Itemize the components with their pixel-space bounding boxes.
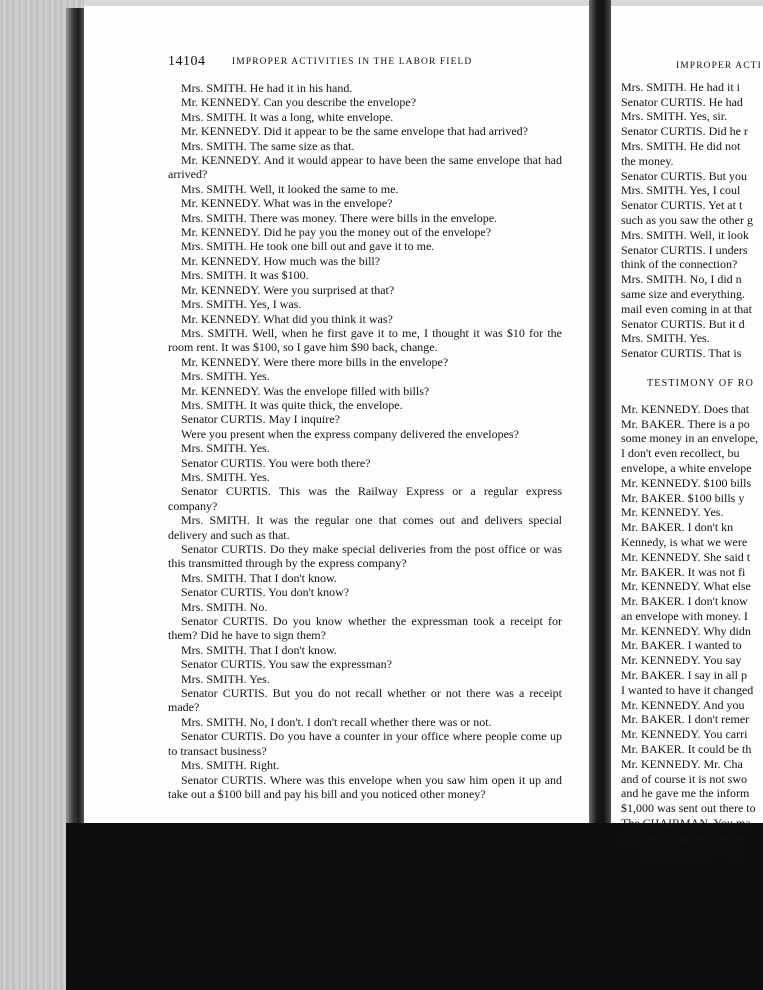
transcript-line: The CHAIRMAN. You ma bbox=[621, 816, 751, 831]
transcript-line: you have, and the telepho bbox=[621, 830, 744, 845]
transcript-line: some money in an envelope, bbox=[621, 431, 758, 446]
transcript-line: Mrs. SMITH. Well, it looked the same to me. bbox=[181, 181, 399, 196]
transcript-line: Mrs. SMITH. No, I don't. I don't recall whether there was or not. bbox=[181, 714, 492, 729]
transcript-line: Kennedy, is what we were bbox=[621, 534, 748, 549]
transcript-line: an envelope with money. I bbox=[621, 608, 748, 623]
transcript-line: Mrs. SMITH. There was money. There were bills in the envelope. bbox=[181, 210, 498, 225]
transcript-line: Mr. KENNEDY. Did it appear to be the same envelope that had arrived? bbox=[181, 124, 529, 139]
left-page-text bbox=[168, 81, 562, 801]
transcript-line: Senator CURTIS. You saw the expressman? bbox=[181, 657, 392, 672]
book-binding-shadow bbox=[66, 8, 84, 823]
transcript-line: Mr. BAKER. I don't know bbox=[621, 594, 748, 609]
transcript-line: Mrs. SMITH. Yes, I was. bbox=[181, 297, 302, 312]
transcript-line: Mr. BAKER. I don't kn bbox=[621, 520, 734, 535]
transcript-line: Senator CURTIS. This was the Railway Express or a regular express company? bbox=[168, 484, 562, 513]
transcript-line: Mr. KENNEDY. Did he pay you the money out of the envelope? bbox=[181, 225, 492, 240]
transcript-line: Senator CURTIS. That is bbox=[621, 346, 742, 361]
transcript-line: Mr. BAKER. There is a po bbox=[621, 416, 750, 431]
transcript-line: Mr. KENNEDY. How much was the bill? bbox=[181, 253, 381, 268]
transcript-line: Mrs. SMITH. No. bbox=[181, 599, 268, 614]
transcript-line: Senator CURTIS. He had bbox=[621, 94, 743, 109]
scan-bottom-left-edge bbox=[0, 823, 66, 990]
transcript-line: Mr. BAKER. I wanted to bbox=[621, 638, 742, 653]
transcript-line: Mrs. SMITH. That I don't know. bbox=[181, 570, 337, 585]
transcript-line: Mrs. SMITH. Yes. bbox=[621, 331, 710, 346]
transcript-line: Mr. BAKER. I don't remer bbox=[621, 712, 750, 727]
book-gutter-shadow bbox=[589, 0, 611, 825]
right-page-lines-b bbox=[621, 402, 763, 846]
transcript-line: Mr. BAKER. It could be th bbox=[621, 742, 752, 757]
transcript-line: the money. bbox=[621, 153, 674, 168]
transcript-line: Senator CURTIS. But you do not recall whether or not there was a receipt made? bbox=[168, 686, 562, 715]
transcript-line: Mrs. SMITH. No, I did n bbox=[621, 272, 742, 287]
transcript-line: Mrs. SMITH. He had it i bbox=[621, 79, 740, 94]
transcript-line: Mrs. SMITH. Yes. bbox=[181, 369, 270, 384]
transcript-line: Mrs. SMITH. He had it in his hand. bbox=[181, 81, 353, 95]
left-running-head bbox=[168, 56, 568, 70]
transcript-line: Mr. KENNEDY. Why didn bbox=[621, 623, 751, 638]
transcript-line: Mr. KENNEDY. What was in the envelope? bbox=[181, 196, 393, 211]
transcript-line: and of course it is not swo bbox=[621, 771, 747, 786]
transcript-line: Mr. KENNEDY. Were there more bills in the envelope? bbox=[181, 354, 449, 369]
transcript-line: Mr. BAKER. It was not fi bbox=[621, 564, 746, 579]
transcript-line: Mr. KENNEDY. Mr. Cha bbox=[621, 756, 743, 771]
transcript-line: such as you saw the other g bbox=[621, 212, 753, 227]
transcript-line: Mrs. SMITH. Well, it look bbox=[621, 227, 749, 242]
transcript-line: Mrs. SMITH. The same size as that. bbox=[181, 138, 355, 153]
transcript-line: Mr. KENNEDY. You carri bbox=[621, 727, 748, 742]
transcript-line: think of the connection? bbox=[621, 257, 738, 272]
transcript-line: Mrs. SMITH. Right. bbox=[181, 758, 280, 773]
scan-top-edge bbox=[0, 0, 763, 6]
transcript-line: and he gave me the inform bbox=[621, 786, 750, 801]
transcript-line: Mr. KENNEDY. Yes. bbox=[621, 505, 724, 520]
transcript-line: Mr. KENNEDY. Does that bbox=[621, 401, 750, 416]
transcript-line: Mrs. SMITH. Yes. bbox=[181, 671, 270, 686]
transcript-line: Were you present when the express company delivered the envelopes? bbox=[181, 426, 519, 441]
right-running-head: IMPROPER ACTI bbox=[676, 61, 762, 71]
transcript-line: Mrs. SMITH. He did not bbox=[621, 138, 741, 153]
transcript-line: envelope, a white envelope bbox=[621, 460, 752, 475]
transcript-line: Senator CURTIS. You don't know? bbox=[181, 585, 350, 600]
transcript-line: Senator CURTIS. Yet at t bbox=[621, 198, 743, 213]
transcript-line: Senator CURTIS. Did he r bbox=[621, 124, 748, 139]
transcript-line: Senator CURTIS. Do you have a counter in your office where people come up to transact business? bbox=[168, 729, 562, 758]
transcript-line: same size and everything. bbox=[621, 286, 745, 301]
print-job-footer: 21243—58—pt. 37——25 bbox=[645, 848, 743, 859]
testimony-heading: TESTIMONY OF RO bbox=[647, 377, 755, 389]
transcript-line: Senator CURTIS. Do they make special deliveries from the post office or was this transmitted through by the express company? bbox=[168, 542, 562, 571]
transcript-line: I don't even recollect, bu bbox=[621, 446, 740, 461]
transcript-line: Mrs. SMITH. It was quite thick, the envelope. bbox=[181, 397, 403, 412]
transcript-line: $1,000 was sent out there to bbox=[621, 801, 756, 816]
transcript-line: Mr. KENNEDY. Was the envelope filled with bills? bbox=[181, 383, 430, 398]
transcript-line: Mr. KENNEDY. And it would appear to have been the same envelope that had arrived? bbox=[168, 153, 562, 182]
transcript-line: I wanted to have it changed bbox=[621, 682, 754, 697]
transcript-line: Mr. BAKER. I say in all p bbox=[621, 668, 747, 683]
transcript-line: Mr. BAKER. $100 bills y bbox=[621, 490, 745, 505]
running-head-title: IMPROPER ACTIVITIES IN THE LABOR FIELD bbox=[232, 57, 473, 67]
transcript-line: Mr. KENNEDY. You say bbox=[621, 653, 742, 668]
transcript-line: Mr. KENNEDY. Were you surprised at that? bbox=[181, 282, 395, 297]
transcript-line: Senator CURTIS. Where was this envelope when you saw him open it up and take out a $100 bill and pay his bill and you noticed other money? bbox=[168, 772, 562, 801]
transcript-line: Mr. KENNEDY. $100 bills bbox=[621, 475, 752, 490]
transcript-line: Mr. KENNEDY. What did you think it was? bbox=[181, 311, 393, 326]
transcript-line: mail even coming in at that bbox=[621, 301, 752, 316]
transcript-line: Mrs. SMITH. Yes, sir. bbox=[621, 109, 728, 124]
right-page-text bbox=[621, 59, 763, 861]
transcript-line: Mrs. SMITH. Well, when he first gave it to me, I thought it was $10 for the room rent. It was $100, so I gave him $90 back, change. bbox=[168, 325, 562, 355]
transcript-line: Senator CURTIS. But it d bbox=[621, 316, 745, 331]
transcript-line: Senator CURTIS. Do you know whether the expressman took a receipt for them? Did he have to sign them? bbox=[168, 614, 562, 643]
transcript-line: Mrs. SMITH. Yes. bbox=[181, 469, 270, 484]
transcript-line: Senator CURTIS. You were both there? bbox=[181, 455, 371, 470]
transcript-line: Mrs. SMITH. It was the regular one that comes out and delivers special delivery and such as that. bbox=[168, 513, 562, 542]
transcript-line: Senator CURTIS. I unders bbox=[621, 242, 748, 257]
transcript-line: Mr. KENNEDY. What else bbox=[621, 579, 751, 594]
right-page-lines-a bbox=[621, 80, 763, 361]
transcript-line: Mr. KENNEDY. She said t bbox=[621, 549, 751, 564]
transcript-line: Mrs. SMITH. It was a long, white envelope. bbox=[181, 109, 394, 124]
transcript-line: Mr. KENNEDY. Can you describe the envelope? bbox=[181, 95, 417, 110]
transcript-line: Mrs. SMITH. He took one bill out and gave it to me. bbox=[181, 239, 435, 254]
transcript-line: Mrs. SMITH. Yes, I coul bbox=[621, 183, 741, 198]
page-number: 14104 bbox=[168, 54, 206, 69]
transcript-line: Mrs. SMITH. It was $100. bbox=[181, 268, 309, 283]
transcript-line: Mrs. SMITH. Yes. bbox=[181, 441, 270, 456]
transcript-line: Mrs. SMITH. That I don't know. bbox=[181, 642, 337, 657]
transcript-line: Senator CURTIS. But you bbox=[621, 168, 747, 183]
transcript-line: Mr. KENNEDY. And you bbox=[621, 697, 745, 712]
transcript-line: Senator CURTIS. May I inquire? bbox=[181, 412, 340, 427]
